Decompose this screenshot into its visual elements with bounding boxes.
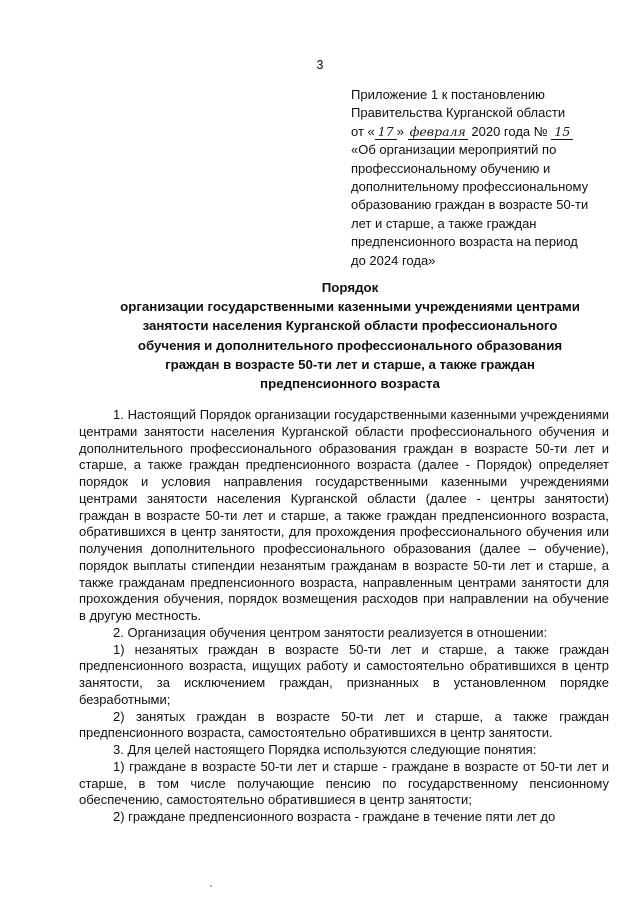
- paragraph: 2) занятых граждан в возрасте 50-ти лет и старше, а также граждан предпенсионного возраста, самостоятельно обратившихся в центр занятости.: [79, 708, 609, 741]
- appendix-block: [351, 86, 609, 270]
- appendix-title-line: предпенсионного возраста на период: [351, 234, 578, 250]
- document-heading: [60, 278, 640, 393]
- page-number: 3: [316, 58, 324, 72]
- handwritten-day: 17: [375, 125, 397, 140]
- paragraph: 1) незанятых граждан в возрасте 50-ти лет и старше, а также граждан предпенсионного возраста, ищущих работу и самостоятельно обратившихся в центр занятости, за исключением граждан, признанных в установленном порядке безработными;: [79, 641, 609, 707]
- appendix-line: Приложение 1 к постановлению: [351, 87, 545, 102]
- appendix-title-line: профессиональному обучению и: [351, 160, 551, 176]
- appendix-title-line: образованию граждан в возрасте 50-ти: [351, 197, 589, 213]
- document-body: [79, 407, 609, 826]
- paragraph: 2) граждане предпенсионного возраста - граждане в течение пяти лет до: [113, 809, 556, 824]
- paragraph: 1. Настоящий Порядок организации государственными казенными учреждениями центрами занятости населения Курганской области профессионального обучения и дополнительного профессионального образования граждан в возрасте 50-ти лет и старше, а также граждан предпенсионного возраста (далее - Порядок) определяет порядок и условия направления государственными казенными учреждениями центрами занятости населения Курганской области (далее - центры занятости) граждан в возрасте 50-ти лет и старше, а также граждан предпенсионного возраста, обратившихся в центр занятости, для прохождения профессионального обучения или получения дополнительного профессионального образования (далее – обучение), порядок выплаты стипендии незанятым гражданам в возрасте 50-ти лет и старше, а также гражданам предпенсионного возраста, направленным центрами занятости для прохождения обучения, порядок возмещения расходов при направлении на обучение в другую местность.: [79, 407, 609, 623]
- heading-title: Порядок: [321, 280, 379, 295]
- heading-line: граждан в возрасте 50-ти лет и старше, а также граждан: [165, 356, 535, 372]
- scan-speck: [210, 885, 212, 887]
- paragraph: 2. Организация обучения центром занятости реализуется в отношении:: [113, 624, 548, 640]
- appendix-title-line: «Об организации мероприятий по: [351, 142, 557, 158]
- appendix-title-line: до 2024 года»: [351, 252, 436, 268]
- paragraph: 1) граждане в возрасте 50-ти лет и старше - граждане в возрасте от 50-ти лет и старше, в том числе получающие пенсию по государственному пенсионному обеспечению, самостоятельно обратившиеся в центр занятости;: [79, 758, 609, 808]
- appendix-title-line: дополнительному профессиональному: [351, 179, 589, 195]
- handwritten-month: февраля: [409, 123, 466, 139]
- date-year: 2020 года №: [471, 123, 548, 139]
- date-quote: »: [396, 123, 404, 139]
- appendix-date-line: [351, 123, 609, 141]
- heading-line: занятости населения Курганской области профессионального: [142, 318, 558, 334]
- appendix-line: Правительства Курганской области: [351, 105, 566, 121]
- paragraph: 3. Для целей настоящего Порядка используются следующие понятия:: [113, 742, 537, 757]
- heading-line: обучения и дополнительного профессионального образования: [137, 337, 563, 353]
- heading-line: предпенсионного возраста: [260, 376, 440, 392]
- date-prefix: от «: [351, 123, 375, 139]
- handwritten-number: 15: [551, 125, 573, 140]
- heading-line: организации государственными казенными учреждениями центрами: [120, 299, 580, 315]
- appendix-title-line: лет и старше, а также граждан: [351, 215, 537, 231]
